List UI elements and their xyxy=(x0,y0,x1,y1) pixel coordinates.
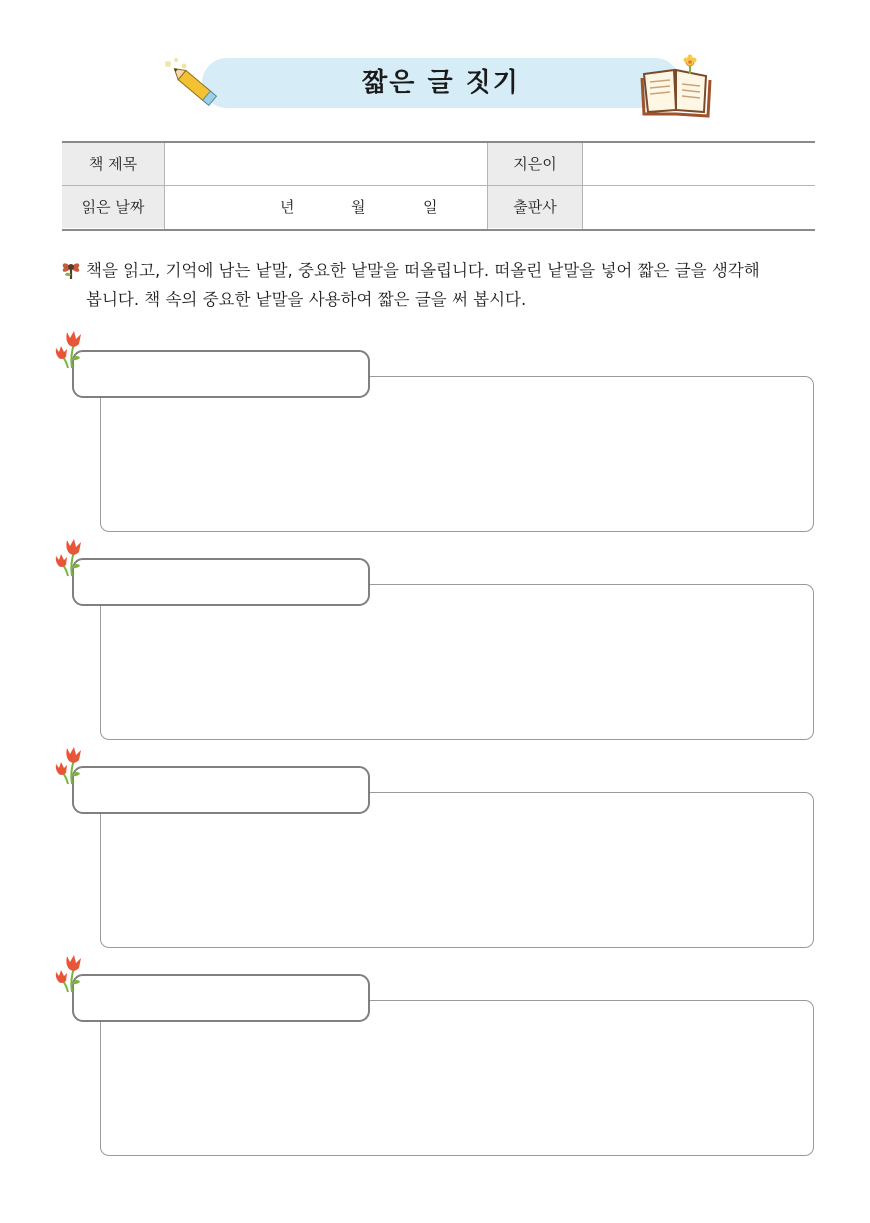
month-unit-label: 월 xyxy=(351,198,366,216)
author-label: 지은이 xyxy=(488,143,582,185)
sentence-writing-box[interactable] xyxy=(100,584,814,740)
publisher-field[interactable] xyxy=(583,186,815,228)
book-info-table xyxy=(62,141,815,231)
page-title: 짧은 글 짓기 xyxy=(362,68,520,98)
instructions-line-2: 봅니다. 책 속의 중요한 낱말을 사용하여 짧은 글을 써 봅시다. xyxy=(86,290,527,309)
sentence-writing-box[interactable] xyxy=(100,792,814,948)
word-label-box[interactable] xyxy=(72,766,370,814)
table-column-divider xyxy=(164,143,165,229)
instructions-line-1: 책을 읽고, 기억에 남는 낱말, 중요한 낱말을 떠올립니다. 떠올린 낱말을 넣어 짧은 글을 생각해 xyxy=(86,261,760,280)
writing-section-2 xyxy=(54,558,816,748)
tulip-icon xyxy=(54,328,86,372)
day-unit-label: 일 xyxy=(423,198,438,216)
book-title-field[interactable] xyxy=(165,143,487,185)
sentence-writing-box[interactable] xyxy=(100,376,814,532)
table-column-divider xyxy=(582,143,583,229)
flower-bullet-icon xyxy=(60,256,82,280)
open-book-icon xyxy=(638,54,714,118)
instructions-text xyxy=(86,256,814,314)
tulip-icon xyxy=(54,536,86,580)
word-label-box[interactable] xyxy=(72,558,370,606)
year-unit-label: 년 xyxy=(280,198,295,216)
word-label-box[interactable] xyxy=(72,350,370,398)
writing-section-1 xyxy=(54,350,816,540)
writing-section-3 xyxy=(54,766,816,956)
read-date-field[interactable] xyxy=(165,186,487,228)
table-column-divider xyxy=(487,143,488,229)
publisher-label: 출판사 xyxy=(488,186,582,228)
writing-section-4 xyxy=(54,974,816,1164)
book-title-label: 책 제목 xyxy=(62,143,164,185)
sentence-writing-box[interactable] xyxy=(100,1000,814,1156)
word-label-box[interactable] xyxy=(72,974,370,1022)
table-row-divider xyxy=(62,185,815,186)
author-field[interactable] xyxy=(583,143,815,185)
read-date-label: 읽은 날짜 xyxy=(62,186,164,228)
tulip-icon xyxy=(54,744,86,788)
tulip-icon xyxy=(54,952,86,996)
